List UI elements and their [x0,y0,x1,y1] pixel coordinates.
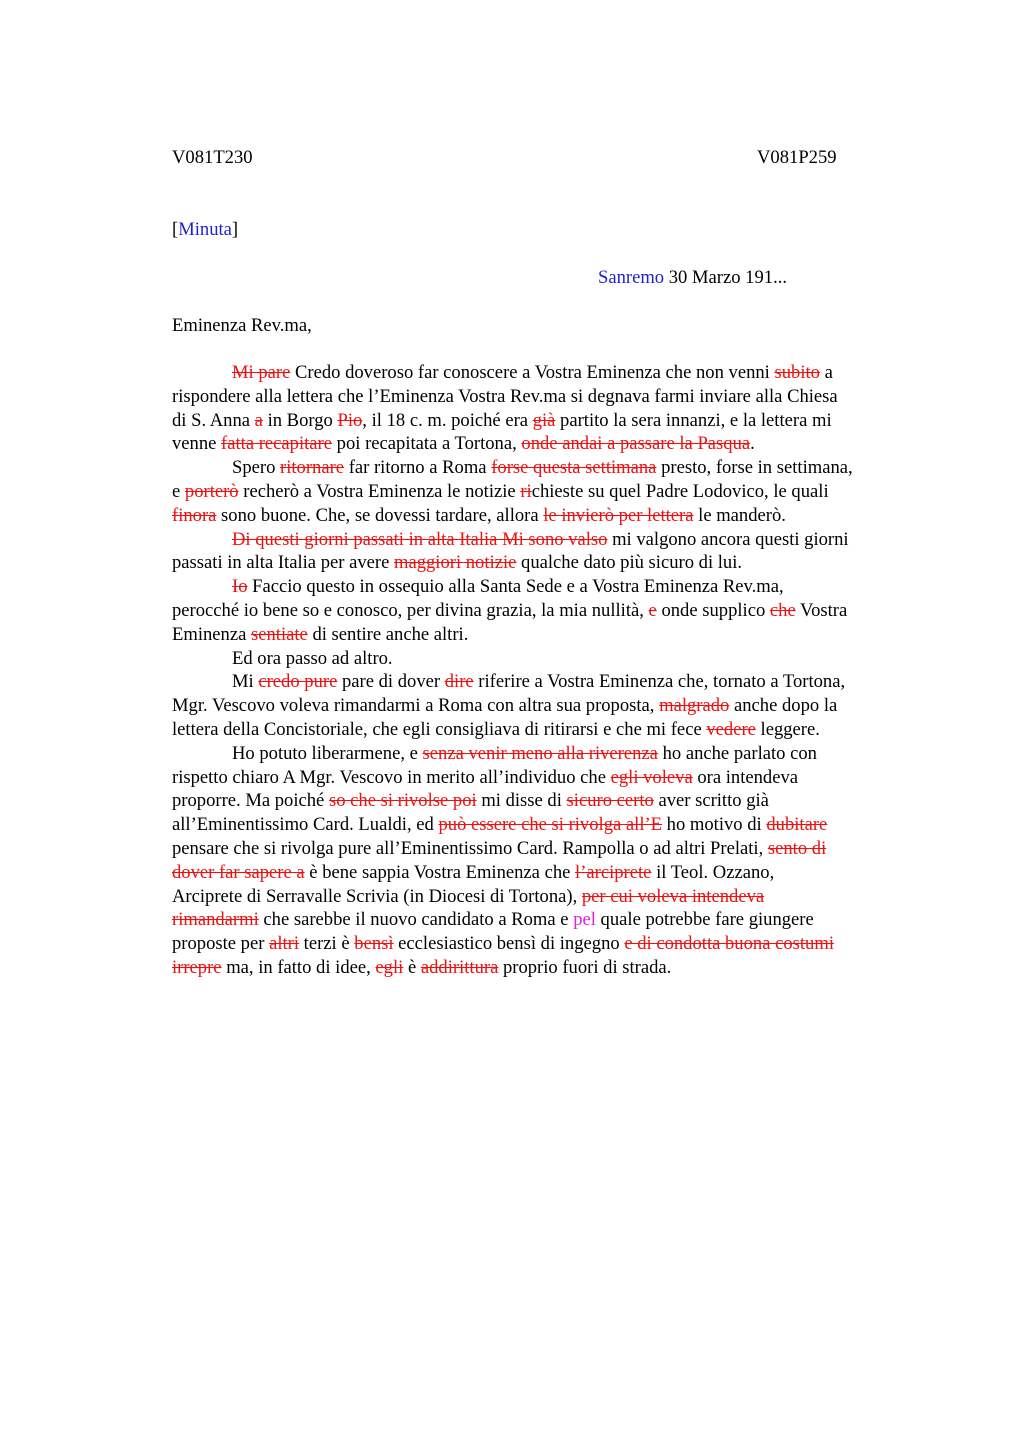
body-text: perocché io bene so e conosco, per divina grazia, la mia nullità, [172,599,649,621]
text-line [172,670,928,694]
body-text: Credo doveroso far conoscere a Vostra Eminenza che non venni [290,362,775,383]
body-text: e [172,480,185,502]
body-text: che sarebbe il nuovo candidato a Roma e [258,909,574,931]
body-text: Ed ora passo ad altro. [232,647,393,669]
deleted-text: le invierò per lettera [543,504,694,526]
deleted-text: l’arciprete [575,861,652,883]
text-line [172,885,928,909]
body-text: ecclesiastico bensì di ingegno [393,933,625,955]
body-text: è bene sappia Vostra Eminenza che [304,861,576,883]
body-text: Ho potuto liberarmene, e [232,742,423,764]
body-text: a [819,362,833,383]
body-text: riferire a Vostra Eminenza che, tornato a Tortona, [473,671,846,693]
body-text: Faccio questo in ossequio alla Santa Sede e a Vostra Eminenza Rev.ma, [247,576,784,598]
letter-body [172,361,928,980]
text-line [172,551,928,575]
text-line [172,742,928,766]
deleted-text: che [769,599,796,621]
minuta-text: Minuta [178,219,232,240]
body-text: qualche dato più sicuro di lui. [516,552,743,574]
body-text: Mi [232,671,259,693]
document-code-left: V081T230 [172,147,253,168]
deleted-text: Pio [337,409,363,431]
body-text: recherò a Vostra Eminenza le notizie [238,480,521,502]
text-line [172,956,928,980]
deleted-text: altri [269,933,300,955]
text-line [172,647,928,671]
body-text: in Borgo [262,409,338,431]
body-text: ho motivo di [662,814,767,836]
text-line [172,932,928,956]
deleted-text: sentiate [251,623,308,645]
deleted-text: dover far sapere a [172,861,305,883]
body-text: anche dopo la [729,695,838,717]
body-text: Arciprete di Serravalle Scrivia (in Diocesi di Tortona), [172,885,582,907]
text-line [172,718,928,742]
dateline [598,267,787,289]
body-text: lettera della Concistoriale, che egli consigliava di ritirarsi e che mi fece [172,718,707,740]
deleted-text: vedere [706,718,756,740]
deleted-text: subito [774,362,820,383]
body-text: presto, forse in settimana, [656,457,853,479]
body-text: è [403,956,421,978]
deleted-text: Di questi giorni passati in alta Italia Mi sono valso [232,528,608,550]
text-line [172,504,928,528]
deleted-text: egli voleva [610,766,693,788]
text-line [172,766,928,790]
body-text: aver scritto già [653,790,769,812]
text-line [172,623,928,647]
body-text: all’Eminentissimo Card. Lualdi, ed [172,814,439,836]
body-text: le manderò. [693,504,786,526]
body-text: , il 18 c. m. poiché era [362,409,533,431]
body-text: ma, in fatto di idee, [221,956,376,978]
body-text: Eminenza [172,623,251,645]
document-code-right: V081P259 [757,147,837,168]
body-text: proporre. Ma poiché [172,790,329,812]
body-text: sono buone. Che, se dovessi tardare, allora [216,504,544,526]
deleted-text: irrepre [172,956,222,978]
deleted-text: porterò [184,480,239,502]
body-text: di sentire anche altri. [307,623,469,645]
text-line [172,575,928,599]
text-line [172,456,928,480]
body-text: onde supplico [656,599,770,621]
deleted-text: sento di [767,837,827,859]
text-line [172,813,928,837]
minuta-label [172,219,238,241]
body-text: far ritorno a Roma [344,457,492,479]
body-text: proprio fuori di strada. [498,956,672,978]
minuta-bracket-open: [ [172,219,179,240]
dateline-place: Sanremo [598,267,665,288]
text-line [172,837,928,861]
body-text: ho anche parlato con [657,742,817,764]
text-line [172,385,928,409]
deleted-text: dire [444,671,474,693]
annotated-text: pel [573,909,596,931]
text-line [172,528,928,552]
deleted-text: e [648,599,657,621]
body-text: il Teol. Ozzano, [651,861,775,883]
body-text: proposte per [172,933,270,955]
body-text: pensare che si rivolga pure all’Eminentissimo Card. Rampolla o ad altri Prelati, [172,837,768,859]
body-text: poi recapitata a Tortona, [332,433,522,455]
deleted-text: onde andai a passare la Pasqua [521,433,751,455]
body-text: terzi è [299,933,355,955]
body-text: di S. Anna [172,409,255,431]
deleted-text: Io [232,576,248,598]
deleted-text: può essere che si rivolga all’E [438,814,663,836]
deleted-text: Mi pare [232,362,291,383]
deleted-text: addirittura [420,956,499,978]
deleted-text: maggiori notizie [393,552,517,574]
body-text: quale potrebbe fare giungere [595,909,814,931]
body-text: pare di dover [337,671,445,693]
deleted-text: so che si rivolse poi [328,790,477,812]
text-line [172,432,928,456]
deleted-text: a [254,409,263,431]
salutation: Eminenza Rev.ma, [172,315,312,336]
dateline-date: 30 Marzo 191... [664,267,788,288]
text-line [172,409,928,433]
text-line [172,361,928,385]
text-line [172,861,928,885]
body-text: venne [172,433,222,455]
body-text: Vostra [795,599,848,621]
body-text: ora intendeva [692,766,799,788]
body-text: . [750,433,755,455]
body-text: Mgr. Vescovo voleva rimandarmi a Roma con altra sua proposta, [172,695,660,717]
deleted-text: credo pure [258,671,338,693]
body-text: rispetto chiaro A Mgr. Vescovo in merito all’individuo che [172,766,611,788]
text-line [172,789,928,813]
text-line [172,908,928,932]
body-text: mi valgono ancora questi giorni [607,528,849,550]
deleted-text: senza venir meno alla riverenza [422,742,658,764]
body-text: Spero [232,457,281,479]
deleted-text: egli [375,956,404,978]
deleted-text: sicuro certo [566,790,654,812]
deleted-text: e di condotta buona costumi [624,933,834,955]
body-text: partito la sera innanzi, e la lettera mi [555,409,832,431]
minuta-bracket-close: ] [231,219,239,240]
body-text: leggere. [755,718,820,740]
body-text: chieste su quel Padre Lodovico, le quali [531,480,829,502]
deleted-text: malgrado [659,695,730,717]
text-line [172,694,928,718]
deleted-text: fatta recapitare [221,433,333,455]
deleted-text: già [532,409,556,431]
text-line [172,599,928,623]
body-text: passati in alta Italia per avere [172,552,394,574]
deleted-text: finora [172,504,217,526]
deleted-text: rimandarmi [172,909,259,931]
deleted-text: ritornare [280,457,345,479]
body-text: mi disse di [476,790,567,812]
deleted-text: forse questa settimana [491,457,657,479]
deleted-text: ri [520,480,532,502]
body-text: rispondere alla lettera che l’Eminenza Vostra Rev.ma si degnava farmi inviare alla Chiesa [172,385,838,407]
text-line [172,480,928,504]
deleted-text: bensì [354,933,394,955]
deleted-text: dubitare [766,814,828,836]
deleted-text: per cui voleva intendeva [581,885,765,907]
